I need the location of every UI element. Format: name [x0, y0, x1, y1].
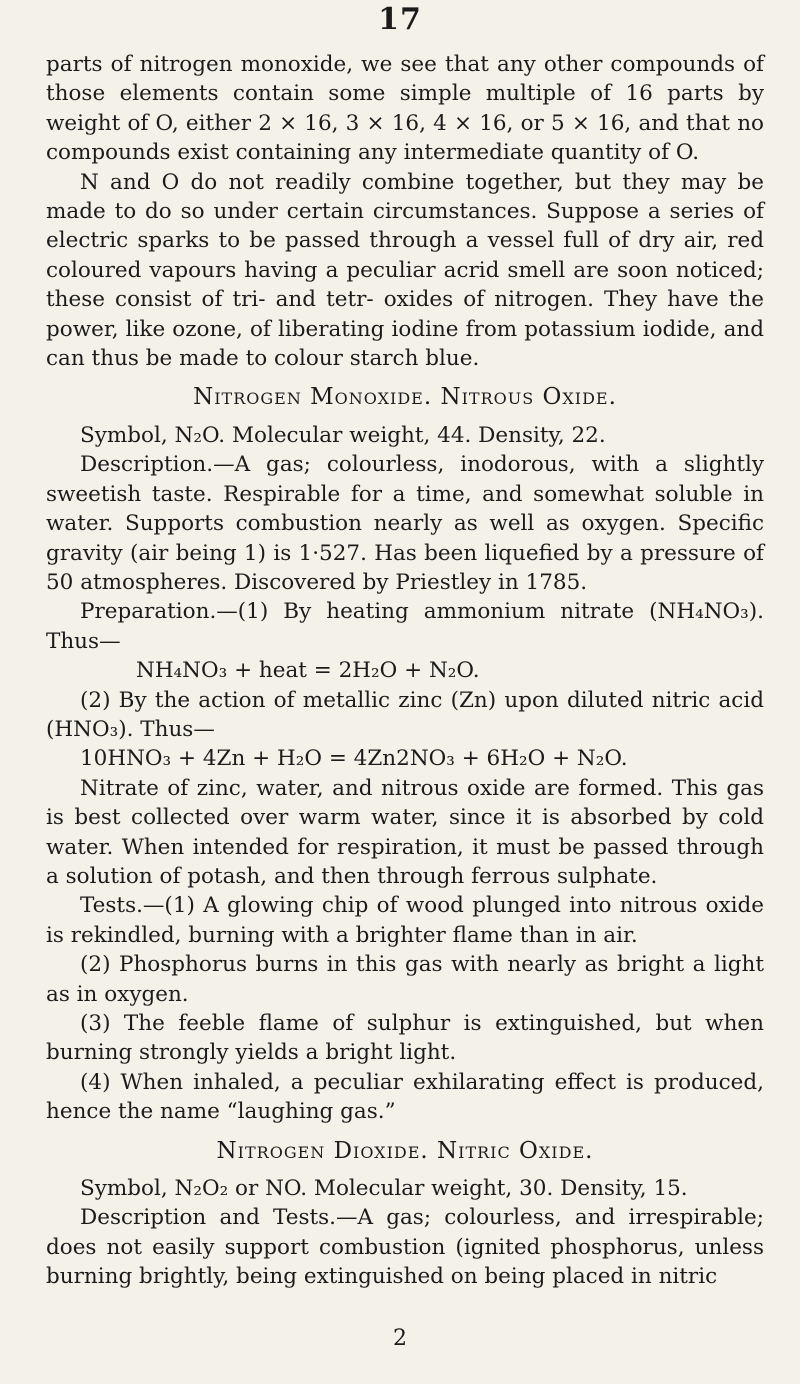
paragraph: (3) The feeble flame of sulphur is extinguished, but when burning strongly yields a bright light.: [46, 1011, 764, 1066]
paragraph: (4) When inhaled, a peculiar exhilarating effect is produced, hence the name “laughing gas.”: [46, 1069, 764, 1125]
signature-mark: 2: [393, 1326, 407, 1351]
paragraph: (2) Phosphorus burns in this gas with nearly as bright a light as in oxygen.: [46, 952, 764, 1007]
paragraph: Preparation.—(1) By heating ammonium nitrate (NH₄NO₃). Thus—: [46, 599, 764, 654]
section-heading: Nitrogen Monoxide. Nitrous Oxide.: [193, 384, 617, 411]
page-body: [46, 50, 764, 1292]
paragraph: N and O do not readily combine together, but they may be made to do so under certain circumstances. Suppose a series of electric sparks to be passed through a vessel full of dry air, red coloured vapours having a peculiar acrid smell are soon noticed; these consist of tri- and tetr- oxides of nitrogen. They have the power, like ozone, of liberating iodine from potassium iodide, and can thus be made to colour starch blue.: [46, 169, 764, 372]
paragraph: parts of nitrogen monoxide, we see that any other compounds of those elements contain some simple multiple of 16 parts by weight of O, either 2 × 16, 3 × 16, 4 × 16, or 5 × 16, and that no compounds exist containing any intermediate quantity of O.: [46, 52, 764, 166]
paragraph: Description.—A gas; colourless, inodorous, with a slightly sweetish taste. Respirable for a time, and somewhat soluble in water. Supports combustion nearly as well as oxygen. Specific gravity (air being 1) is 1·527. Has been liquefied by a pressure of 50 atmospheres. Discovered by Priestley in 1785.: [46, 452, 764, 595]
paragraph: Symbol, N₂O. Molecular weight, 44. Density, 22.: [80, 422, 606, 448]
section-heading: Nitrogen Dioxide. Nitric Oxide.: [216, 1137, 594, 1164]
paragraph: Tests.—(1) A glowing chip of wood plunged into nitrous oxide is rekindled, burning with a brighter flame than in air.: [46, 893, 764, 948]
page-number: 17: [378, 2, 422, 37]
equation: NH₄NO₃ + heat = 2H₂O + N₂O.: [136, 658, 480, 684]
paragraph: (2) By the action of metallic zinc (Zn) upon diluted nitric acid (HNO₃). Thus—: [46, 687, 764, 742]
paragraph: Nitrate of zinc, water, and nitrous oxide are formed. This gas is best collected over warm water, since it is absorbed by cold water. When intended for respiration, it must be passed through a solution of potash, and then through ferrous sulphate.: [46, 775, 764, 889]
paragraph: Description and Tests.—A gas; colourless, and irrespirable; does not easily support combustion (ignited phosphorus, unless burning brightly, being extinguished on being placed in nitric: [46, 1205, 764, 1290]
paragraph: Symbol, N₂O₂ or NO. Molecular weight, 30. Density, 15.: [80, 1176, 688, 1202]
equation: 10HNO₃ + 4Zn + H₂O = 4Zn2NO₃ + 6H₂O + N₂O.: [80, 746, 628, 772]
